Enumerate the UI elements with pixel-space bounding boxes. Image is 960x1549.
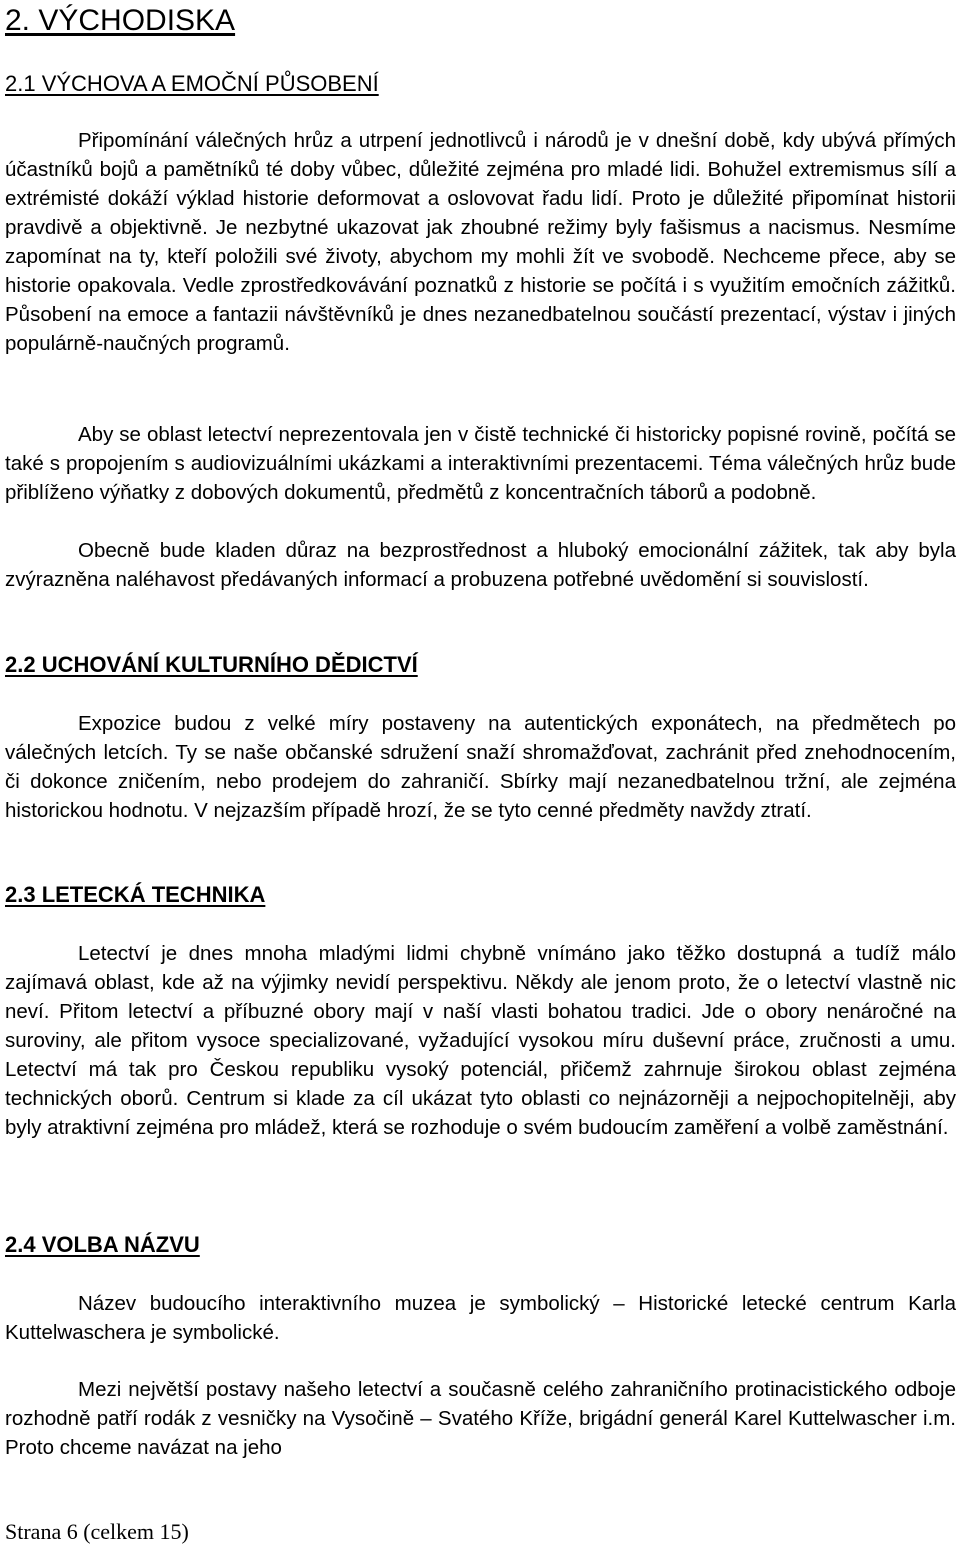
section-2-paragraph-1: Expozice budou z velké míry postaveny na autentických exponátech, na předmětech po válečných letcích. Ty se naše občanské sdružení snaží shromažďovat, zachránit před znehodnocením, či dokonce zničením, nebo prodejem do zahraničí. Sbírky mají nezanedbatelnou tržní, ale zejména historickou hodnotu. V nejzazším případě hrozí, že se tyto cenné předměty navždy ztratí. [5, 712, 956, 822]
section-heading-2: 2.2 UCHOVÁNÍ KULTURNÍHO DĚDICTVÍ [5, 652, 418, 677]
section-4-paragraph-2: Mezi největší postavy našeho letectví a současně celého zahraničního protinacistického odboje rozhodně patří rodák z vesničky na Vysočině – Svatého Kříže, brigádní generál Karel Kuttelwascher i.m. Proto chceme navázat na jeho [5, 1378, 956, 1459]
section-1-paragraph-1: Připomínání válečných hrůz a utrpení jednotlivců i národů je v dnešní době, kdy ubývá přímých účastníků bojů a pamětníků té doby vůbec, důležité zejména pro mladé lidi. Bohužel extremismus sílí a extrémisté dokáží výklad historie deformovat a oslovovat řadu lidí. Proto je důležité připomínat historii pravdivě a objektivně. Je nezbytné ukazovat jak zhoubné režimy byly fašismus a nacismus. Nesmíme zapomínat na ty, kteří položili své životy, abychom my mohli žít ve svobodě. Nechceme přece, aby se historie opakovala. Vedle zprostředkovávání poznatků z historie se počítá i s využitím emočních zážitků. Působení na emoce a fantazii návštěvníků je dnes nezanedbatelnou součástí prezentací, výstav i jiných populárně-naučných programů. [5, 129, 956, 355]
page-footer: Strana 6 (celkem 15) [5, 1519, 189, 1544]
page-title: 2. VÝCHODISKA [5, 4, 236, 37]
section-heading-1: 2.1 VÝCHOVA A EMOČNÍ PŮSOBENÍ [5, 71, 379, 96]
section-3-paragraph-1: Letectví je dnes mnoha mladými lidmi chybně vnímáno jako těžko dostupná a tudíž málo zajímavá oblast, kde až na výjimky nevidí perspektivu. Někdy ale jenom proto, že o letectví vlastně nic neví. Přitom letectví a příbuzné obory mají v naší vlasti bohatou tradici. Jde o obory nenáročné na suroviny, ale přitom vysoce specializované, vyžadující vysokou míru duševní práce, zručnosti a umu. Letectví má tak pro Českou republiku vysoký potenciál, přičemž zahrnuje širokou oblast zejména technických oborů. Centrum si klade za cíl ukázat tyto oblasti co nejnázorněji a nejpochopitelněji, aby byly atraktivní zejména pro mládež, která se rozhoduje o svém budoucím zaměření a volbě zaměstnání. [5, 942, 956, 1139]
section-4-paragraph-1: Název budoucího interaktivního muzea je symbolický – Historické letecké centrum Karla Kuttelwaschera je symbolické. [5, 1292, 956, 1344]
section-1-paragraph-3: Obecně bude kladen důraz na bezprostřednost a hluboký emocionální zážitek, tak aby byla zvýrazněna naléhavost předávaných informací a probuzena potřebné uvědomění si souvislostí. [5, 539, 956, 591]
section-heading-3: 2.3 LETECKÁ TECHNIKA [5, 882, 266, 907]
section-heading-4: 2.4 VOLBA NÁZVU [5, 1232, 200, 1257]
section-1-paragraph-2: Aby se oblast letectví neprezentovala jen v čistě technické či historicky popisné rovině, počítá se také s propojením s audiovizuálními ukázkami a interaktivními prezentacemi. Téma válečných hrůz bude přiblíženo výňatky z dobových dokumentů, předmětů z koncentračních táborů a podobně. [5, 423, 956, 504]
